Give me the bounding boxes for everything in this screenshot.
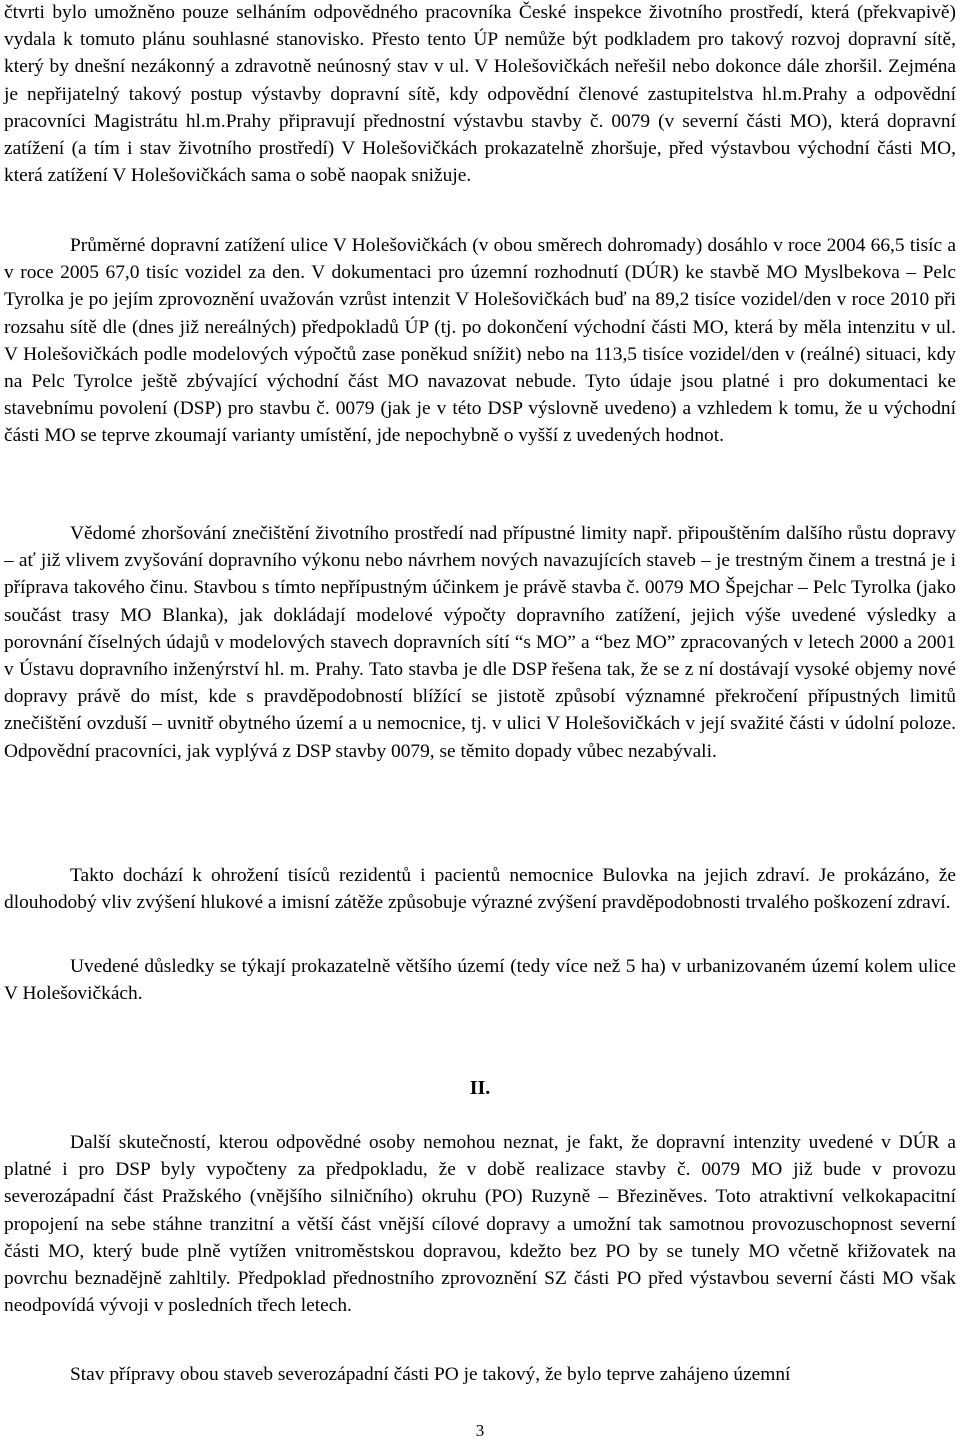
paragraph-affected-area: Uvedené důsledky se týkají prokazatelně většího území (tedy více než 5 ha) v urbanizovaném území kolem ulice V Holešovičkách. bbox=[4, 956, 956, 1005]
paragraph-continuation: čtvrti bylo umožněno pouze selháním odpovědného pracovníka České inspekce životního prostředí, která (překvapivě) vydala k tomuto plánu souhlasné stanovisko. Přesto tento ÚP nemůže být podkladem pro takový rozvoj dopravní sítě, který by dnešní nezákonný a zdravotně neúnosný stav v ul. V Holešovičkách neřešil nebo dokonce dále zhoršil. Zejména je nepřijatelný takový postup výstavby dopravní sítě, kdy odpovědní členové zastupitelstva hl.m.Prahy a odpovědní pracovníci Magistrátu hl.m.Prahy připravují přednostní výstavbu stavby č. 0079 (v severní části MO), která dopravní zatížení (a tím i stav životního prostředí) V Holešovičkách prokazatelně zhoršuje, před výstavbou východní části MO, která zatížení V Holešovičkách sama o sobě naopak snižuje. bbox=[4, 2, 956, 187]
paragraph-preparation-status: Stav přípravy obou staveb severozápadní části PO je takový, že bylo teprve zahájeno územní bbox=[70, 1364, 791, 1385]
paragraph-traffic-load: Průměrné dopravní zatížení ulice V Holešovičkách (v obou směrech dohromady) dosáhlo v roce 2004 66,5 tisíc a v roce 2005 67,0 tisíc vozidel za den. V dokumentaci pro územní rozhodnutí (DÚR) ke stavbě MO Myslbekova – Pelc Tyrolka je po jejím zprovoznění uvažován vzrůst intenzit V Holešovičkách buď na 89,2 tisíce vozidel/den v roce 2010 při rozsahu sítě dle (dnes již nereálných) předpokladů ÚP (tj. po dokončení východní části MO, která by měla intenzitu v ul. V Holešovičkách podle modelových výpočtů zase poněkud snížit) nebo na 113,5 tisíce vozidel/den v (reálné) situaci, kdy na Pelc Tyrolce ještě zbývající východní část MO navazovat nebude. Tyto údaje jsou platné i pro dokumentaci ke stavebnímu povolení (DSP) pro stavbu č. 0079 (jak je v této DSP výslovně uvedeno) a vzhledem k tomu, že u východní části MO se teprve zkoumají varianty umístění, jde nepochybně o vyšší z uvedených hodnot. bbox=[4, 235, 956, 447]
paragraph-ring-road: Další skutečností, kterou odpovědné osoby nemohou neznat, je fakt, že dopravní intenzity uvedené v DÚR a platné i pro DSP byly vypočteny za předpokladu, že v době realizace stavby č. 0079 MO již bude v provozu severozápadní část Pražského (vnějšího silničního) okruhu (PO) Ruzyně – Březiněves. Toto atraktivní velkokapacitní propojení na sebe stáhne tranzitní a větší část vnější cílové dopravy a umožní tak samotnou provozuschopnost severní části MO, který bude plně vytížen vnitroměstskou dopravou, kdežto bez PO by se tunely MO včetně křižovatek na povrchu beznadějně zahltily. Předpoklad přednostního zprovoznění SZ části PO před výstavbou severní části MO však neodpovídá vývoji v posledních třech letech. bbox=[4, 1132, 956, 1317]
paragraph-health-risk: Takto dochází k ohrožení tisíců rezidentů i pacientů nemocnice Bulovka na jejich zdraví. Je prokázáno, že dlouhodobý vliv zvýšení hlukové a imisní zátěže způsobuje výrazné zvýšení pravděpodobnosti trvalého poškození zdraví. bbox=[4, 865, 956, 914]
paragraph-pollution: Vědomé zhoršování znečištění životního prostředí nad přípustné limity např. připouštěním dalšího růstu dopravy – ať již vlivem zvyšování dopravního výkonu nebo návrhem nových navazujících staveb – je trestným činem a trestná je i příprava takového činu. Stavbou s tímto nepřípustným účinkem je právě stavba č. 0079 MO Špejchar – Pelc Tyrolka (jako součást trasy MO Blanka), jak dokládají modelové výpočty dopravního zatížení, jejich výše uvedené výsledky a porovnání číselných údajů v modelových stavech dopravních sítí “s MO” a “bez MO” zpracovaných v letech 2000 a 2001 v Ústavu dopravního inženýrství hl. m. Prahy. Tato stavba je dle DSP řešena tak, že se z ní dostávají vysoké objemy nové dopravy právě do míst, kde s pravděpodobností blížící se jistotě způsobí významné překročení přípustných limitů znečištění ovzduší – uvnitř obytného území a u nemocnice, tj. v ulici V Holešovičkách v její svažité části v údolní poloze. Odpovědní pracovníci, jak vyplývá z DSP stavby 0079, se těmito dopady vůbec nezabývali. bbox=[4, 523, 956, 762]
page-number: 3 bbox=[475, 1421, 485, 1440]
section-heading: II. bbox=[469, 1077, 491, 1099]
